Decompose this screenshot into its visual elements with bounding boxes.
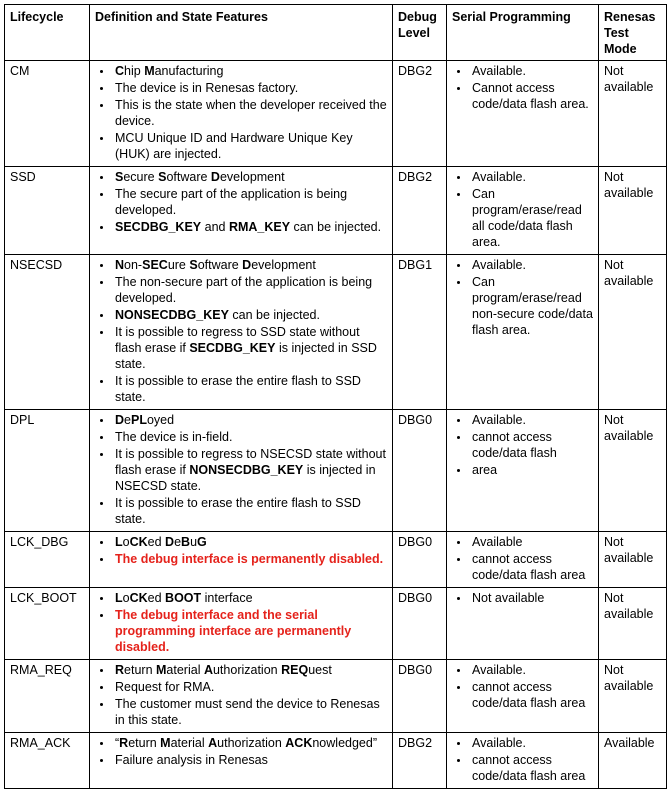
cell-definition (90, 588, 393, 660)
serial-list-item: • cannot access code/data flash area (470, 679, 594, 711)
cell-debug-level: DBG0 (393, 410, 447, 532)
table-row (5, 61, 667, 167)
cell-debug-level: DBG2 (393, 61, 447, 167)
cell-serial-programming (447, 588, 599, 660)
text: and (201, 220, 229, 234)
cell-definition (90, 167, 393, 255)
table-row (5, 167, 667, 255)
serial-list-item: • Not available (470, 590, 594, 606)
bold-text: M (160, 736, 171, 750)
cell-serial-programming (447, 61, 599, 167)
bold-text: PL (130, 413, 147, 427)
text: ecure (123, 170, 159, 184)
serial-list-item: • Available (470, 534, 594, 550)
text: can be injected. (290, 220, 382, 234)
cell-lifecycle: LCK_DBG (5, 532, 90, 588)
cell-debug-level: DBG2 (393, 167, 447, 255)
definition-list (95, 169, 388, 235)
serial-list (452, 63, 594, 112)
text: anufacturing (154, 64, 224, 78)
definition-list-item (113, 446, 388, 494)
text: It is possible to regress to SSD state without flash erase if (115, 325, 360, 355)
text: uthorization (217, 736, 286, 750)
definition-list (95, 735, 388, 768)
cell-lifecycle: RMA_ACK (5, 733, 90, 789)
table-body (5, 61, 667, 789)
cell-debug-level: DBG0 (393, 532, 447, 588)
table-row (5, 410, 667, 532)
text: o (122, 591, 130, 605)
text: ed (147, 591, 166, 605)
bold-text: S (115, 170, 124, 184)
definition-list-item (113, 696, 388, 728)
cell-renesas-test-mode: Not available (599, 167, 667, 255)
definition-list-item (113, 752, 388, 768)
bold-text: SEC (142, 258, 168, 272)
definition-list-item (113, 97, 388, 129)
serial-list (452, 590, 594, 606)
definition-list (95, 257, 388, 405)
cell-lifecycle: NSECSD (5, 255, 90, 410)
cell-definition (90, 61, 393, 167)
bold-text: SECDBG_KEY (189, 341, 276, 355)
text: aterial (166, 663, 204, 677)
text: u (190, 535, 198, 549)
table-row (5, 733, 667, 789)
text: aterial (170, 736, 209, 750)
definition-list-item (113, 429, 388, 445)
text: eturn (124, 663, 156, 677)
cell-debug-level: DBG0 (393, 588, 447, 660)
table-row (5, 660, 667, 733)
definition-list-item (113, 80, 388, 96)
text: uest (308, 663, 332, 677)
text: o (122, 535, 130, 549)
definition-list-item (113, 307, 388, 323)
bold-text: NONSECDBG_KEY (115, 308, 229, 322)
text: It is possible to erase the entire flash to SSD state. (115, 374, 361, 404)
definition-list-item (113, 534, 388, 550)
serial-list-item: • Available. (470, 257, 594, 273)
bold-text: ACK (285, 736, 313, 750)
text: e (124, 413, 131, 427)
table-row (5, 588, 667, 660)
text: evelopment (251, 258, 316, 272)
bold-text: A (208, 736, 218, 750)
bold-text: D (115, 413, 125, 427)
text: oftware (166, 170, 211, 184)
text: on- (124, 258, 143, 272)
serial-list-item: • Can program/erase/read non-secure code/data flash area. (470, 274, 594, 338)
bold-text: K (138, 535, 148, 549)
definition-list (95, 662, 388, 728)
definition-list-item (113, 590, 388, 606)
serial-list (452, 169, 594, 250)
definition-list (95, 412, 388, 527)
definition-list-item (113, 551, 388, 567)
text: “ (115, 736, 120, 750)
text: The non-secure part of the application is being developed. (115, 275, 373, 305)
text: nowledged” (312, 736, 377, 750)
table-row (5, 255, 667, 410)
cell-definition (90, 532, 393, 588)
header-lifecycle: Lifecycle (5, 5, 90, 61)
text: e (174, 535, 182, 549)
text: is injected in NSECSD state. (115, 463, 376, 493)
table-row (5, 532, 667, 588)
text: oftware (197, 258, 243, 272)
serial-list (452, 257, 594, 338)
cell-debug-level: DBG2 (393, 733, 447, 789)
definition-list (95, 534, 388, 567)
text: The device is in-field. (115, 430, 233, 444)
bold-text: C (115, 64, 125, 78)
bold-text: L (115, 591, 123, 605)
serial-list-item: • cannot access code/data flash area (470, 551, 594, 583)
cell-debug-level: DBG1 (393, 255, 447, 410)
bold-text: D (210, 170, 220, 184)
bold-text: REQ (281, 663, 309, 677)
cell-renesas-test-mode: Available (599, 733, 667, 789)
bold-text: M (144, 64, 155, 78)
definition-list-item (113, 63, 388, 79)
cell-serial-programming (447, 660, 599, 733)
definition-list (95, 590, 388, 655)
header-serial-programming: Serial Programming (447, 5, 599, 61)
bold-text: SECDBG_KEY (115, 220, 202, 234)
cell-renesas-test-mode: Not available (599, 410, 667, 532)
text: ure (167, 258, 190, 272)
serial-list-item: • Available. (470, 662, 594, 678)
bold-text: S (158, 170, 167, 184)
serial-list-item: • Cannot access code/data flash area. (470, 80, 594, 112)
cell-definition (90, 410, 393, 532)
cell-definition (90, 733, 393, 789)
text: The device is in Renesas factory. (115, 81, 299, 95)
serial-list (452, 412, 594, 478)
bold-text: G (197, 535, 207, 549)
cell-renesas-test-mode: Not available (599, 660, 667, 733)
cell-lifecycle: CM (5, 61, 90, 167)
bold-text: R (115, 663, 125, 677)
cell-debug-level: DBG0 (393, 660, 447, 733)
serial-list-item: • area (470, 462, 594, 478)
text: This is the state when the developer received the device. (115, 98, 387, 128)
bold-text: BOOT (165, 591, 202, 605)
text: Request for RMA. (115, 680, 215, 694)
serial-list-item: • Available. (470, 169, 594, 185)
definition-list-item (113, 169, 388, 185)
text: It is possible to regress to NSECSD state without flash erase if (115, 447, 386, 477)
cell-renesas-test-mode: Not available (599, 588, 667, 660)
bold-text: C (129, 535, 139, 549)
serial-list-item: • Available. (470, 63, 594, 79)
cell-lifecycle: RMA_REQ (5, 660, 90, 733)
cell-serial-programming (447, 255, 599, 410)
cell-lifecycle: LCK_BOOT (5, 588, 90, 660)
definition-list-item (113, 607, 388, 655)
serial-list-item: • Available. (470, 735, 594, 751)
cell-definition (90, 255, 393, 410)
text: Failure analysis in Renesas (115, 753, 268, 767)
cell-serial-programming (447, 532, 599, 588)
text: The secure part of the application is being developed. (115, 187, 348, 217)
cell-definition (90, 660, 393, 733)
cell-serial-programming (447, 733, 599, 789)
definition-list-item (113, 412, 388, 428)
header-debug-level: Debug Level (393, 5, 447, 61)
definition-list (95, 63, 388, 162)
text: ed (147, 535, 166, 549)
definition-list-item (113, 257, 388, 273)
cell-serial-programming (447, 410, 599, 532)
lifecycle-table (4, 4, 667, 789)
definition-list-item (113, 662, 388, 678)
bold-text: D (242, 258, 252, 272)
cell-lifecycle: DPL (5, 410, 90, 532)
bold-text: R (119, 736, 129, 750)
serial-list (452, 534, 594, 583)
definition-list-item (113, 130, 388, 162)
table-header-row (5, 5, 667, 61)
cell-renesas-test-mode: Not available (599, 61, 667, 167)
bold-text: NONSECDBG_KEY (189, 463, 304, 477)
bold-text: RMA_KEY (228, 220, 291, 234)
definition-list-item (113, 324, 388, 372)
serial-list-item: • cannot access code/data flash area (470, 752, 594, 784)
text: interface (201, 591, 253, 605)
serial-list-item: • Can program/erase/read all code/data flash area. (470, 186, 594, 250)
text: uthorization (212, 663, 282, 677)
bold-text: A (203, 663, 213, 677)
text: oyed (146, 413, 175, 427)
definition-list-item (113, 373, 388, 405)
warning-text: The debug interface and the serial programming interface are permanently disabled. (115, 608, 352, 654)
text: can be injected. (228, 308, 320, 322)
header-definition: Definition and State Features (90, 5, 393, 61)
serial-list (452, 662, 594, 711)
warning-text: The debug interface is permanently disabled. (115, 552, 384, 566)
definition-list-item (113, 495, 388, 527)
cell-renesas-test-mode: Not available (599, 255, 667, 410)
bold-text: M (156, 663, 167, 677)
text: MCU Unique ID and Hardware Unique Key (HUK) are injected. (115, 131, 353, 161)
text: eturn (128, 736, 161, 750)
cell-lifecycle: SSD (5, 167, 90, 255)
bold-text: D (165, 535, 175, 549)
bold-text: N (115, 258, 125, 272)
serial-list-item: • cannot access code/data flash (470, 429, 594, 461)
bold-text: S (189, 258, 198, 272)
bold-text: K (138, 591, 148, 605)
text: is injected in SSD state. (115, 341, 377, 371)
cell-serial-programming (447, 167, 599, 255)
text: evelopment (219, 170, 285, 184)
bold-text: B (181, 535, 191, 549)
header-renesas-test-mode: Renesas Test Mode (599, 5, 667, 61)
definition-list-item (113, 186, 388, 218)
bold-text: C (129, 591, 139, 605)
definition-list-item (113, 219, 388, 235)
serial-list (452, 735, 594, 784)
definition-list-item (113, 735, 388, 751)
bold-text: L (115, 535, 123, 549)
definition-list-item (113, 274, 388, 306)
text: hip (124, 64, 145, 78)
text: It is possible to erase the entire flash to SSD state. (115, 496, 361, 526)
text: The customer must send the device to Renesas in this state. (115, 697, 380, 727)
cell-renesas-test-mode: Not available (599, 532, 667, 588)
definition-list-item (113, 679, 388, 695)
serial-list-item: • Available. (470, 412, 594, 428)
